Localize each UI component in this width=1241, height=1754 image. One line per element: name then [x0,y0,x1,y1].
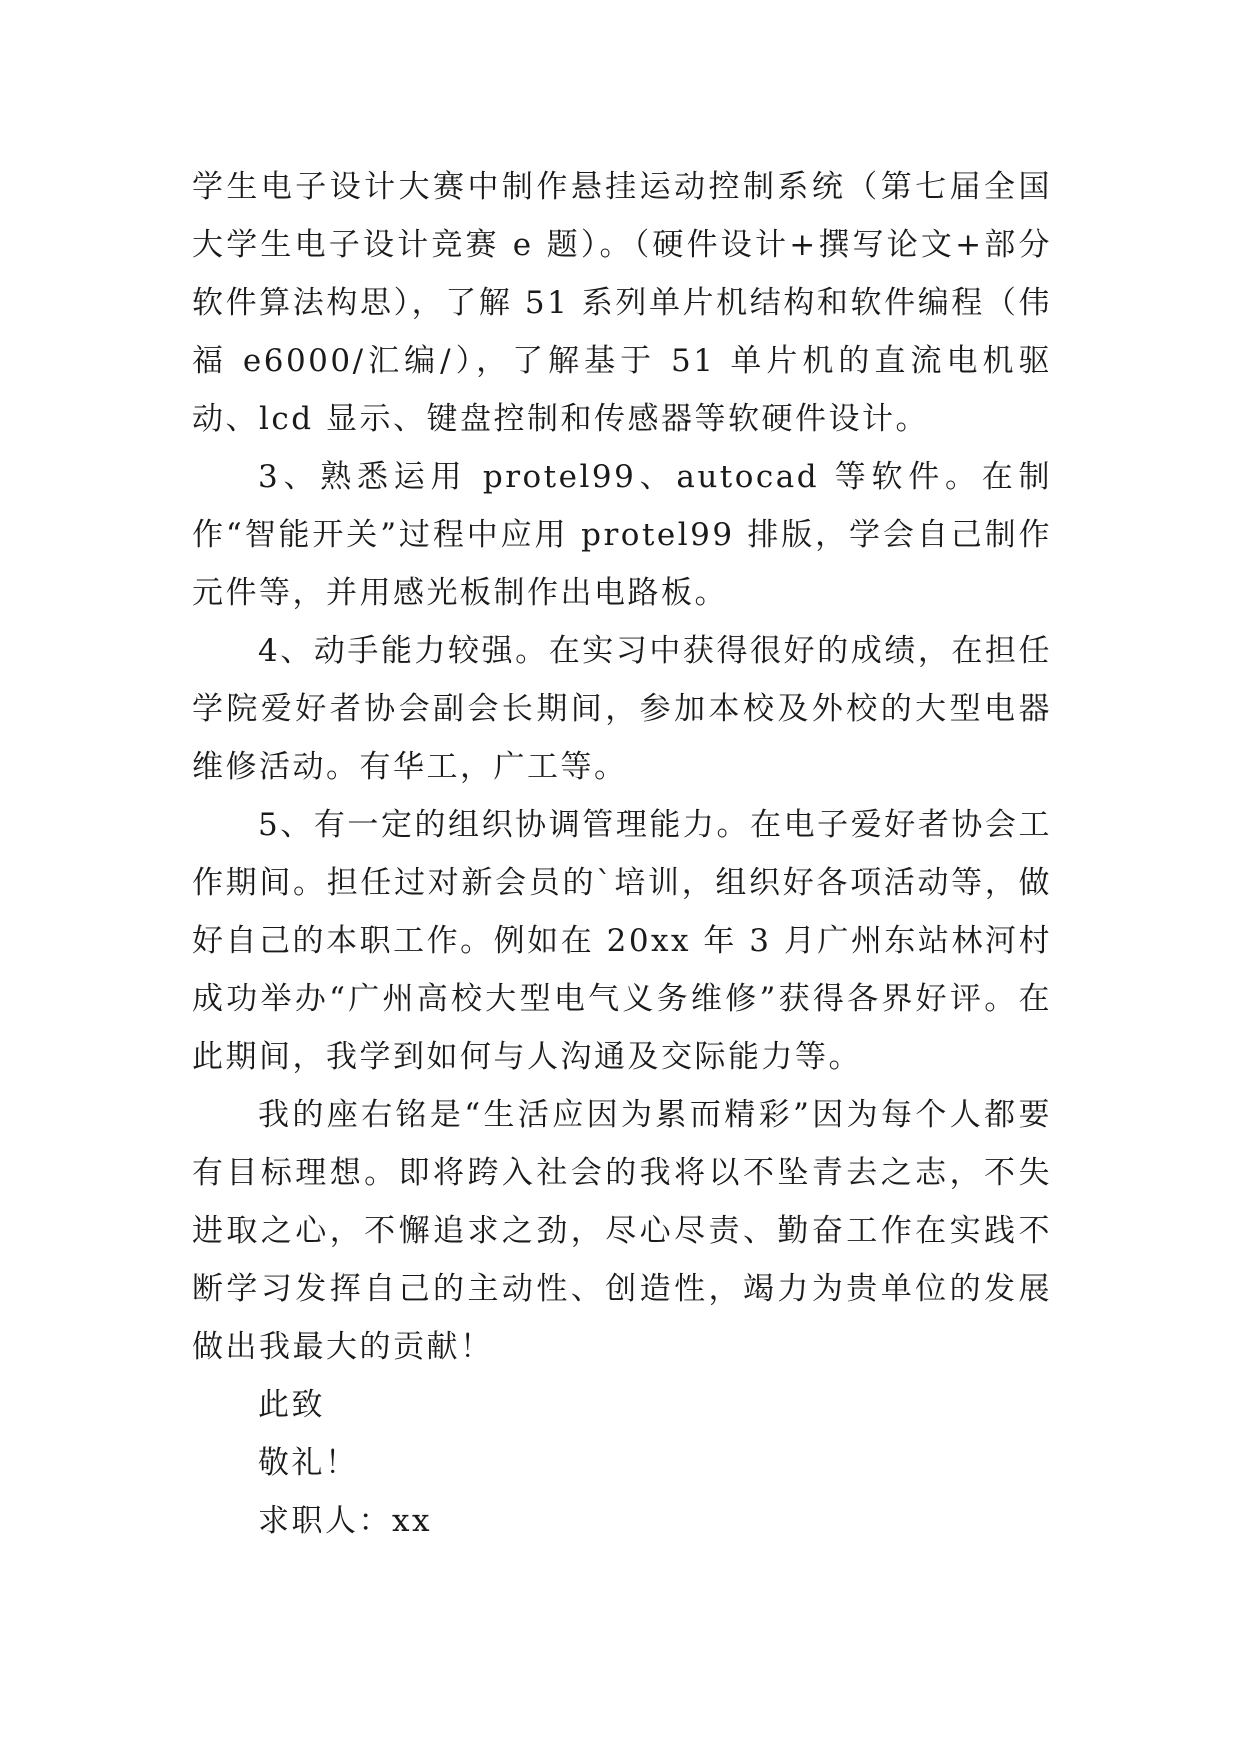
paragraph-motto: 我的座右铭是“生活应因为累而精彩”因为每个人都要有目标理想。即将跨入社会的我将以不坠青去之志，不失进取之心，不懈追求之劲，尽心尽责、勤奋工作在实践不断学习发挥自己的主动性、创造性，竭力为贵单位的发展做出我最大的贡献！ [192,1097,1052,1365]
paragraph-skill-5: 5、有一定的组织协调管理能力。在电子爱好者协会工作期间。担任过对新会员的`培训，组织好各项活动等，做好自己的本职工作。例如在 20xx 年 3 月广州东站林河村成功举办“广州高校大型电气义务维修”获得各界好评。在此期间，我学到如何与人沟通及交际能力等。 [192,807,1052,1075]
paragraph-skill-4: 4、动手能力较强。在实习中获得很好的成绩，在担任学院爱好者协会副会长期间，参加本校及外校的大型电器维修活动。有华工，广工等。 [192,633,1052,785]
closing-salutation: 此致 [258,1387,325,1423]
signature: 求职人：xx [258,1503,432,1539]
letter-body [192,158,1052,1550]
paragraph-continued: 学生电子设计大赛中制作悬挂运动控制系统（第七届全国大学生电子设计竞赛 e 题）。（硬件设计+撰写论文+部分软件算法构思），了解 51 系列单片机结构和软件编程（伟福 e6000/汇编/），了解基于 51 单片机的直流电机驱动、lcd 显示、键盘控制和传感器等软硬件设计。 [192,169,1052,437]
paragraph-skill-3: 3、熟悉运用 protel99、autocad 等软件。在制作“智能开关”过程中应用 protel99 排版，学会自己制作元件等，并用感光板制作出电路板。 [192,459,1052,611]
closing-regards: 敬礼！ [258,1445,359,1481]
